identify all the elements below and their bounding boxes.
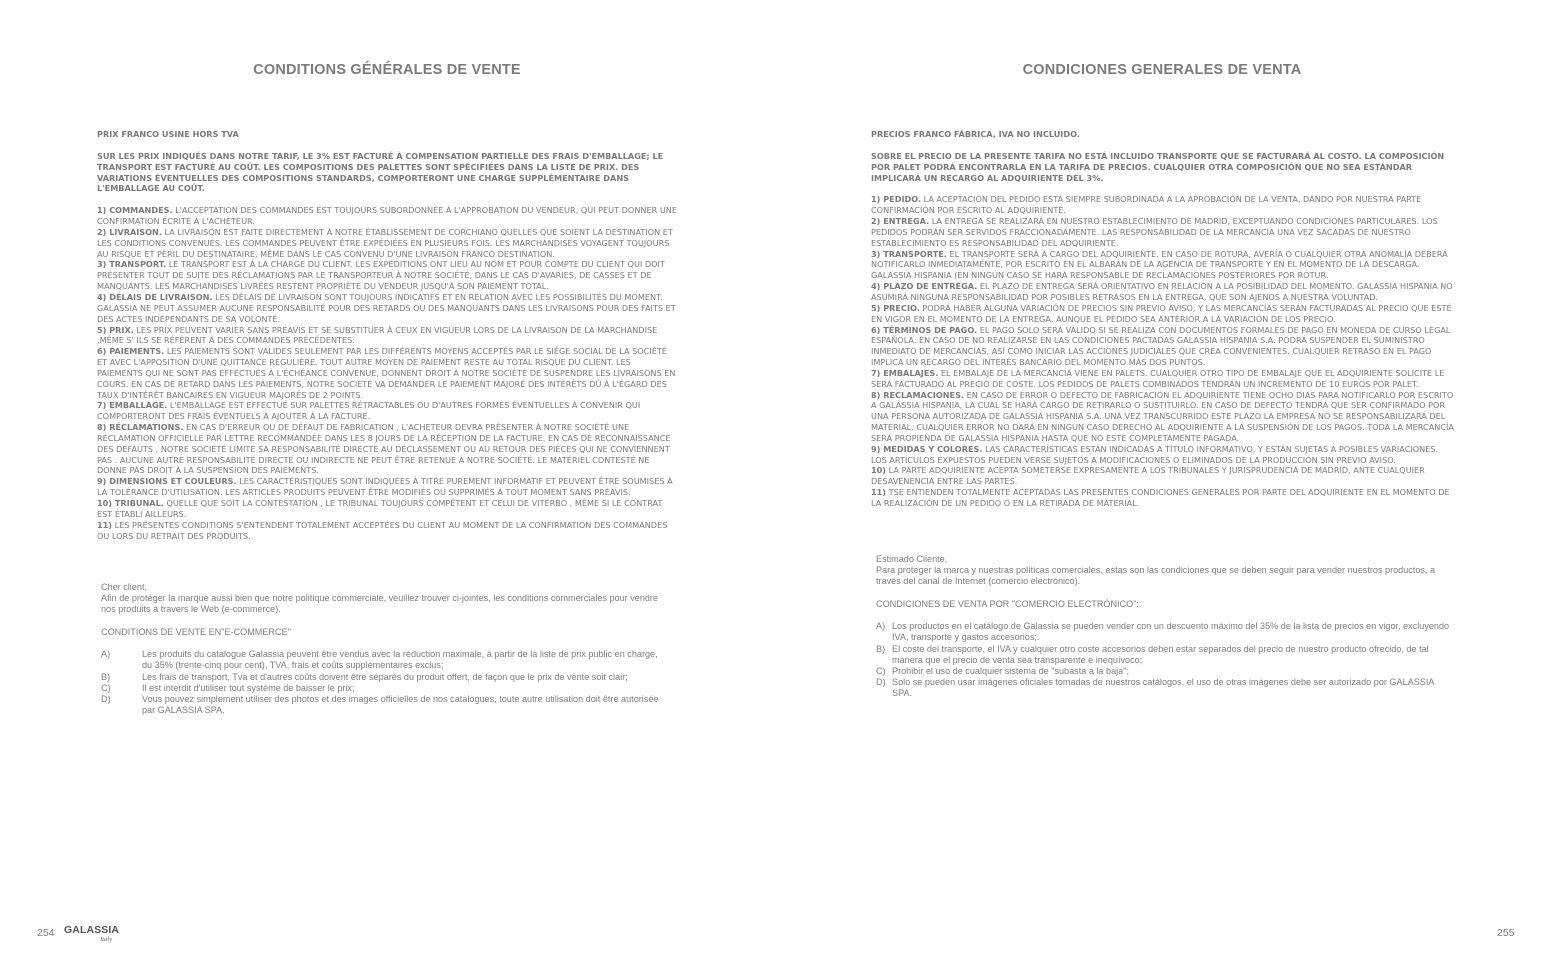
- clause-heading: [97, 400, 167, 410]
- clause-item: [871, 368, 1455, 390]
- clause-title: ENTREGA.: [883, 216, 930, 227]
- clause-heading: [871, 465, 886, 475]
- clause-heading: [97, 325, 134, 335]
- ecommerce-item: [876, 621, 1456, 643]
- clause-number: 10): [871, 465, 887, 476]
- item-letter: C): [876, 665, 886, 676]
- ecommerce-item: [101, 683, 671, 694]
- clause-item: [97, 346, 679, 400]
- clause-heading: [871, 249, 947, 259]
- clause-heading: [97, 422, 183, 432]
- ecommerce-heading: CONDICIONES DE VENTA POR "COMERCIO ELECTRÓNICO":: [876, 599, 1139, 610]
- ecommerce-item: [876, 666, 1456, 677]
- clause-item: [871, 303, 1455, 325]
- clause-number: 8): [97, 422, 107, 433]
- clause-number: 3): [97, 259, 107, 270]
- clause-title: TRANSPORTE.: [883, 248, 947, 259]
- clause-text: LES DÉLAIS DE LIVRAISON SONT TOUJOURS INDICATIFS ET EN RELATION AVEC LES POSSIBILITÉS DU MOMENT. GALASSIA NE PEUT ASSUMER AUCUNE RESPONSABILITÉ POUR DES RETARDS OU DES MANQUANTS DANS LES LIVRAISONS POUR DES FAITS ET DES ACTES INDÉPENDANTS DE SA VOLONTÉ.: [97, 291, 676, 324]
- clause-title: DIMENSIONS ET COULEURS.: [109, 476, 237, 487]
- clause-title: EMBALAJES.: [883, 367, 939, 378]
- clause-item: [97, 498, 679, 520]
- clause-text: PODRÁ HABER ALGUNA VARIACIÓN DE PRECIOS SIN PREVIO AVISO, Y LAS MERCANCÍAS SERÁN FACTURADAS AL PRECIO QUE ESTÉ EN VIGOR EN EL MOMENTO DE LA ENTREGA, AUNQUE EL PEDIDO SEA ANTERIOR A LA VARIACIÓN DE LOS PRECIO.: [871, 302, 1452, 324]
- clause-text: LA ENTREGA SE REALIZARÁ EN NUESTRO ESTABLECIMIENTO DE MADRID, EXCEPTUANDO CONDICIONES PARTICULARES. LOS PEDIDOS PODRÁN SER SERVIDOS FRACCIONADAMENTE. LAS RESPONSABILIDAD DE LA MERCANCÍA UNA VEZ SACADAS DE NUESTRO ESTABLECIMIENTO ES RESPONSABILIDAD DEL ADQUIRIENTE.: [871, 216, 1438, 248]
- clause-title: RECLAMACIONES.: [883, 389, 965, 400]
- clause-item: [97, 476, 679, 498]
- clause-number: 10): [97, 498, 113, 508]
- clause-heading: [871, 444, 982, 454]
- ecommerce-intro: Afin de protéger la marque aussi bien que notre politique commerciale, veuillez trouver ci-jointes, les conditions commerciales pour vendre nos produits à travers le Web (e-commerce).: [101, 593, 659, 615]
- item-letter: B): [876, 643, 886, 654]
- clause-number: 1): [871, 194, 881, 205]
- clause-title: DÉLAIS DE LIVRAISON.: [109, 291, 213, 302]
- clause-heading: [871, 303, 920, 313]
- clause-text: LA PARTE ADQUIRIENTE ACEPTA SOMETERSE EXPRESAMENTE A LOS TRIBUNALES Y JURISPRUDENCIA DE MADRID, ANTE CUALQUIER DESAVENENCIA ENTRE LAS PARTES.: [871, 465, 1425, 487]
- page-number-right: 255: [1497, 927, 1515, 939]
- clause-heading: [97, 227, 162, 237]
- logo-name: GALASSIA: [64, 924, 120, 936]
- clause-heading: [97, 346, 164, 356]
- clause-number: 11): [97, 519, 113, 530]
- clause-text: QUELLE QUE SOIT LA CONTESTATION , LE TRIBUNAL TOUJOURS COMPÉTENT ET CELUI DE VITERBO , MÊME SI LE CONTRAT EST ÉTABLI AILLEURS.: [97, 498, 663, 519]
- clause-item: [871, 249, 1455, 282]
- clause-heading: [871, 216, 929, 226]
- clause-heading: [871, 487, 886, 497]
- lead-paragraph: SOBRE EL PRECIO DE LA PRESENTE TARIFA NO ESTÁ INCLUIDO TRANSPORTE QUE SE FACTURARÁ AL COSTO. LA COMPOSICIÓN POR PALET PODRÁ ENCONTRARLA EN LA TARIFA DE PRECIOS. CUALQUIER OTRA COMPOSICIÓN QUE NO SEA ESTÁNDAR IMPLICARÁ UN RECARGO AL ADQUIRIENTE DEL 3%.: [871, 150, 1445, 183]
- clause-number: 6): [97, 346, 107, 357]
- clause-heading: [97, 292, 213, 302]
- clause-item: [97, 400, 679, 422]
- clause-number: 1): [97, 205, 107, 216]
- clause-heading: [871, 281, 977, 291]
- clause-number: 6): [871, 324, 881, 335]
- clause-title: PEDIDO.: [883, 194, 922, 205]
- clause-text: EN CAS D'ERREUR OU DE DÉFAUT DE FABRICATION , L'ACHETEUR DEVRA PRÉSENTER À NOTRE SOCIÉTÉ UNE RÉCLAMATION OFFICIELLE PAR LETTRE RECOMMANDÉE DANS LES 8 JOURS DE LA RÉCEPTION DE LA FACTURE. EN CAS DE RECONNAISSANCE DES DÉFAUTS , NOTRE SOCIÉTÉ LIMITE SA RESPONSABILITÉ DIRECTE AU DÉCLASSEMENT OU AU RETOUR DES PIÈCES QUI NE CONVIENNENT PAS . AUCUNE AUTRE RESPONSABILITÉ DIRECTE OU INDIRECTE NE PEUT ÊTRE RETENUE À NOTRE SOCIÉTÉ. LE MATÉRIEL CONTESTÉ NE DONNE PAS DROIT À LA SUSPENSION DES PAIEMENTS.: [97, 422, 671, 476]
- clause-heading: [97, 205, 173, 215]
- item-text: Il est interdit d'utiliser tout système de baisser le prix;: [142, 682, 355, 693]
- clause-number: 9): [97, 476, 107, 487]
- clause-heading: [97, 476, 237, 486]
- item-text: Prohibir el uso de cualquier sistema de "subasta a la baja";: [892, 665, 1129, 676]
- clause-heading: [871, 368, 938, 378]
- clause-title: TRIBUNAL.: [114, 498, 164, 508]
- clause-list: [871, 194, 1455, 508]
- clause-number: 4): [871, 281, 881, 292]
- item-letter: C): [101, 682, 111, 693]
- clause-item: [871, 194, 1455, 216]
- price-basis: PRECIOS FRANCO FÁBRICA, IVA NO INCLUIDO.: [871, 129, 1080, 139]
- item-text: Los productos en el catálogo de Galassia se pueden vender con un descuento máximo del 35% de la lista de precios en vigor, excluyendo IVA, transporte y gastos accesorios;.: [892, 621, 1450, 643]
- clause-text: L'ACCEPTATION DES COMMANDES EST TOUJOURS SUBORDONNÉE À L'APPROBATION DU VENDEUR, QUI PEUT DONNER UNE CONFIRMATION ÉCRITE À L'ACHETEUR.: [97, 205, 677, 227]
- item-letter: D): [876, 676, 886, 687]
- clause-item: [97, 520, 679, 542]
- clause-heading: [97, 498, 164, 508]
- clause-title: PRECIO.: [883, 302, 920, 313]
- ecommerce-item: [101, 694, 671, 716]
- ecommerce-item: [876, 677, 1456, 699]
- page-number-left: 254: [37, 927, 55, 939]
- clause-title: PRIX.: [109, 324, 134, 335]
- clause-item: [871, 281, 1455, 303]
- clause-title: MEDIDAS Y COLORES.: [883, 443, 983, 454]
- clause-text: EL PAGO SOLO SERÁ VÁLIDO SI SE REALIZA CON DOCUMENTOS FORMALES DE PAGO EN MONEDA DE CURSO LEGAL ESPAÑOLA. EN CASO DE NO REALIZARSE EN LAS CONDICIONES PACTADAS GALASSIA HISPANIA S.A. PODRÁ SUSPENDER EL SUMINISTRO INMEDIATO DE MERCANCÍAS, ASÍ COMO INICIAR LAS ACCIONES JUDICIALES QUE CREA CONVENIENTES. CUALQUIER RETRASO EN EL PAGO IMPLICA UN RECARGO DEL INTERÉS BANCARIO DEL MOMENTO MÁS DOS PUNTOS.: [871, 324, 1451, 368]
- clause-number: 5): [97, 324, 107, 335]
- left-conditions-column: [97, 129, 679, 541]
- greeting: Cher client,: [101, 582, 147, 592]
- clause-number: 11): [871, 487, 887, 498]
- ecommerce-heading: CONDITIONS DE VENTE EN"E-COMMERCE": [101, 627, 291, 638]
- lead-paragraph: SUR LES PRIX INDIQUÉS DANS NOTRE TARIF, LE 3% EST FACTURÉ À COMPENSATION PARTIELLE DES FRAIS D'EMBALLAGE; LE TRANSPORT EST FACTURÉ AU COÛT. LES COMPOSITIONS DES PALETTES SONT SPÉCIFIÉES DANS LA LISTE DE PRIX. DES VARIATIONS ÉVENTUELLES DES COMPOSITIONS STANDARDS, COMPORTERONT UNE CHARGE SUPPLÉMENTAIRE DANS L'EMBALLAGE AU COÛT.: [97, 150, 664, 194]
- clause-heading: [871, 194, 921, 204]
- clause-number: 5): [871, 302, 881, 313]
- clause-item: [97, 227, 679, 260]
- clause-item: [97, 292, 679, 325]
- price-basis: PRIX FRANCO USINE HORS TVA: [97, 129, 239, 139]
- clause-title: TÉRMINOS DE PAGO.: [883, 324, 978, 335]
- clause-heading: [97, 259, 166, 269]
- clause-number: 7): [97, 400, 107, 411]
- clause-text: EL TRANSPORTE SERÁ A CARGO DEL ADQUIRIENTE. EN CASO DE ROTURA, AVERÍA O CUALQUIER OTRA ANOMALÍA DEBERÁ NOTIFICARLO INMEDIATAMENTE, POR ESCRITO EN EL ALBARÁN DE LA AGENCIA DE TRANSPORTE Y EN EL MOMENTO DE LA DESCARGA. GALASSIA HISPANIA (EN NINGÚN CASO SE HARÁ RESPONSABLE DE RECLAMACIONES POSTERIORES POR ROTUR.: [871, 248, 1448, 281]
- ecommerce-item: [101, 672, 671, 683]
- clause-title: RÉCLAMATIONS.: [109, 422, 184, 433]
- clause-text: LAS CARACTERÍSTICAS ESTÁN INDICADAS A TÍTULO INFORMATIVO, Y ESTÁN SUJETAS A POSIBLES VARIACIONES. LOS ARTÍCULOS EXPUESTOS PUEDEN VERSE SUJETOS A MODIFICACIONES O ELIMINADOS DE LA PRODUCCIÓN SIN PREVIO AVISO.: [871, 443, 1439, 465]
- clause-title: EMBALLAGE.: [109, 400, 168, 411]
- clause-item: [871, 465, 1455, 487]
- clause-item: [97, 259, 679, 292]
- left-ecommerce-section: [101, 582, 671, 716]
- clause-text: LES CARACTÉRISTIQUES SONT INDIQUÉES À TITRE PUREMENT INFORMATIF ET PEUVENT ÊTRE SOUMISES À LA TOLÉRANCE D'UTILISATION. LES ARTICLES PRODUITS PEUVENT ÊTRE MODIFIÉS OU SUPPRIMÉS À TOUT MOMENT SANS PRÉAVIS.: [97, 476, 673, 498]
- clause-text: TSE ENTIENDEN TOTALMENTE ACEPTADAS LAS PRESENTES CONDICIONES GENERALES POR PARTE DEL ADQUIRIENTE EN EL MOMENTO DE LA REALIZACIÓN DE UN PEDIDO O EN LA RETIRADA DE MATERIAL.: [871, 487, 1450, 508]
- clause-text: EL EMBALAJE DE LA MERCANCÍA VIENE EN PALETS. CUALQUIER OTRO TIPO DE EMBALAJE QUE EL ADQUIRIENTE SOLICITE LE SERÁ FACTURADO AL PRECIO DE COSTE. LOS PEDIDOS DE PALETS COMBINADOS TENDRÁN UN INCREMENTO DE 10 EUROS POR PALET.: [871, 367, 1445, 389]
- clause-heading: [871, 325, 977, 335]
- clause-text: EL PLAZO DE ENTREGA SERÁ ORIENTATIVO EN RELACIÓN A LA POSIBILIDAD DEL MOMENTO. GALASSIA HISPANIA NO ASUMIRÁ NINGUNA RESPONSABILIDAD POR POSIBLES RETRASOS EN LA ENTREGA, QUE SON AJENOS A NUESTRA VOLUNTAD.: [871, 281, 1453, 302]
- clause-number: 3): [871, 248, 881, 259]
- clause-item: [97, 325, 679, 347]
- ecommerce-list: [101, 649, 671, 716]
- right-ecommerce-section: [876, 554, 1456, 699]
- clause-item: [97, 205, 679, 227]
- clause-item: [97, 422, 679, 476]
- clause-title: PLAZO DE ENTREGA.: [883, 281, 978, 292]
- item-text: Vous pouvez simplement utiliser des photos et des images officielles de nos catalogues, toute autre utilisation doit être autorisée par GALASSIA SPA.: [142, 693, 659, 715]
- clause-item: [871, 390, 1455, 444]
- clause-text: L'EMBALLAGE EST EFFECTUÉ SUR PALETTES RÉTRACTABLES OU D'AUTRES FORMES ÉVENTUELLES À CONVENIR QUI COMPORTERONT DES FRAIS ÉVENTUELS À AJOUTER À LA FACTURE.: [97, 400, 641, 422]
- clause-text: LES PAIEMENTS SONT VALIDES SEULEMENT PAR LES DIFFÉRENTS MOYENS ACCEPTÉS PAR LE SIÈGE SOCIAL DE LA SOCIÉTÉ ET AVEC L'APPOSITION D'UNE QUITTANCE RÉGULIÈRE. TOUT AUTRE MOYEN DE PAIEMENT RESTE AU TOTAL RISQUE DU CLIENT. LES PAIEMENTS QUI NE SONT PAS EFFECTUÉS À L'ÉCHÉANCE CONVENUE, DONNENT DROIT À NOTRE SOCIÉTÉ DE SUSPENDRE LES LIVRAISONS EN COURS. EN CAS DE RETARD DANS LES PAIEMENTS, NOTRE SOCIÉTÉ VA DEMANDER LE PAIEMENT MAJORÉ DES INTÉRÊTS DÛ À L'ÉGARD DES TAUX D'INTÉRÊT BANCAIRES EN VIGUEUR MAJORÉS DE 2 POINTS.: [97, 346, 676, 400]
- ecommerce-item: [876, 644, 1456, 666]
- item-text: Les frais de transport, Tva et d'autres coûts doivent être séparés du produit offert, de façon que le prix de vente soit clair;: [142, 671, 628, 682]
- left-page-title: CONDITIONS GÉNÉRALES DE VENTE: [253, 62, 521, 78]
- clause-title: LIVRAISON.: [109, 226, 162, 237]
- clause-title: PAIEMENTS.: [109, 346, 165, 357]
- logo-sub: Italy: [100, 936, 112, 943]
- item-letter: A): [101, 649, 111, 660]
- clause-item: [871, 216, 1455, 249]
- clause-list: [97, 205, 679, 541]
- ecommerce-list: [876, 621, 1456, 699]
- clause-item: [871, 444, 1455, 466]
- clause-text: LES PRÉSENTES CONDITIONS S'ENTENDENT TOTALEMENT ACCEPTÉES DU CLIENT AU MOMENT DE LA CONFIRMATION DES COMMANDES OU LORS DU RETRAIT DES PRODUITS.: [97, 519, 668, 541]
- clause-text: LES PRIX PEUVENT VARIER SANS PRÉAVIS ET SE SUBSTITUER À CEUX EN VIGUEUR LORS DE LA LIVRAISON DE LA MARCHANDISE ,MÊME S' ILS SE RÉFÈRENT À DES COMMANDES PRÉCÉDENTES.: [97, 324, 658, 346]
- clause-number: 2): [97, 226, 107, 237]
- right-conditions-column: [871, 129, 1455, 509]
- clause-heading: [871, 390, 964, 400]
- clause-title: COMMANDES.: [109, 205, 173, 216]
- clause-text: LE TRANSPORT EST À LA CHARGE DU CLIENT. LES EXPÉDITIONS ONT LIEU AU NOM ET POUR COMPTE DU CLIENT QUI DOIT PRÉSENTER TOUT DE SUITE DES RÉCLAMATIONS PAR LE TRANSPORTEUR À NOTRE SOCIÉTÉ, DANS LE CAS D'AVARIES, DE CASSES ET DE MANQUANTS. LES MARCHANDISES LIVRÉES RESTENT PROPRIÉTÉ DU VENDEUR JUSQU'À SON PAIEMENT TOTAL.: [97, 259, 665, 292]
- clause-heading: [97, 520, 112, 530]
- clause-title: TRANSPORT.: [109, 259, 167, 270]
- clause-number: 8): [871, 389, 881, 400]
- galassia-logo: [64, 925, 124, 947]
- greeting: Estimado Cliente,: [876, 554, 948, 564]
- item-text: El coste del transporte, el IVA y cualquier otro coste accesorios deben estar separados del precio de nuestro producto ofrecido, de tal manera que el precio de venta sea transparente e inequívoco;: [892, 643, 1429, 665]
- clause-number: 2): [871, 216, 881, 227]
- clause-item: [871, 487, 1455, 509]
- clause-number: 7): [871, 367, 881, 378]
- item-text: Les produits du catalogue Galassia peuvent être vendus avec la réduction maximale, à partir de la liste de prix public en charge, du 35% (trente-cinq pour cent), TVA, frais et coûts supplémentaires exclus;: [142, 649, 658, 671]
- clause-number: 4): [97, 291, 107, 302]
- right-page-title: CONDICIONES GENERALES DE VENTA: [1022, 62, 1302, 78]
- clause-text: LA ACEPTACIÓN DEL PEDIDO ESTÁ SIEMPRE SUBORDINADA A LA APROBACIÓN DE LA VENTA, DÁNDO POR NUESTRA PARTE CONFIRMACIÓN POR ESCRITO AL ADQUIRIENTE.: [871, 194, 1422, 216]
- item-text: Solo se pueden usar imágenes oficiales tomadas de nuestros catálogos, el uso de otras imágenes debe ser autorizado por GALASSIA SPA.: [892, 676, 1434, 698]
- item-letter: D): [101, 693, 111, 704]
- clause-item: [871, 325, 1455, 368]
- item-letter: B): [101, 671, 111, 682]
- ecommerce-intro: Para proteger la marca y nuestras políticas comerciales, estas son las condiciones que se deben seguir para vender nuestros productos, a través del canal de Internet (comercio electrónico).: [876, 565, 1436, 587]
- item-letter: A): [876, 621, 886, 632]
- clause-text: EN CASO DE ERROR O DEFECTO DE FABRICACIÓN EL ADQUIRIENTE TIENE OCHO DIAS PARA NOTIFICARLO POR ESCRITO A GALASSIA HISPANIA, LA CUAL SE HARÁ CARGO DE RETIRARLO O SUSTITUIRLO. EN CASO DE DEFECTO TENDRÁ QUE SER CONFIRMADO POR UNA PERSONA AUTORIZADA DE GALASSIA HISPANIA S.A. UNA VEZ TRANSCURRIDO ESTE PLAZO LA EMPRESA NO SE RESPONSABILIZARÁ DEL MATERIAL. CUALQUIER ERROR NO DARÁ EN NINGUN CASO DERECHO AL ADQUIRIENTE A LA SUSPENSIÓN DE LOS PAGOS. TODA LA MERCANCÍA SERÁ PROPIENDA DE GALASSIA HISPANIA HASTA QUE NO ESTE COMPLETAMENTE PAGADA.: [871, 389, 1454, 443]
- clause-text: LA LIVRAISON EST FAITE DIRECTEMENT À NOTRE ÉTABLISSEMENT DE CORCHIANO QUELLES QUE SOIENT LA DESTINATION ET LES CONDITIONS CONVENUES. LES COMMANDES PEUVENT ÊTRE EXPÉDIÉES EN PLUSIEURS FOIS. LES MARCHANDISES VOYAGENT TOUJOURS AU RISQUE ET PÉRIL DU DESTINATAIRE, MÊME DANS LE CAS CONVENU D'UNE LIVRAISON FRANCO DESTINATION.: [97, 226, 673, 259]
- ecommerce-item: [101, 649, 671, 671]
- clause-number: 9): [871, 443, 881, 454]
